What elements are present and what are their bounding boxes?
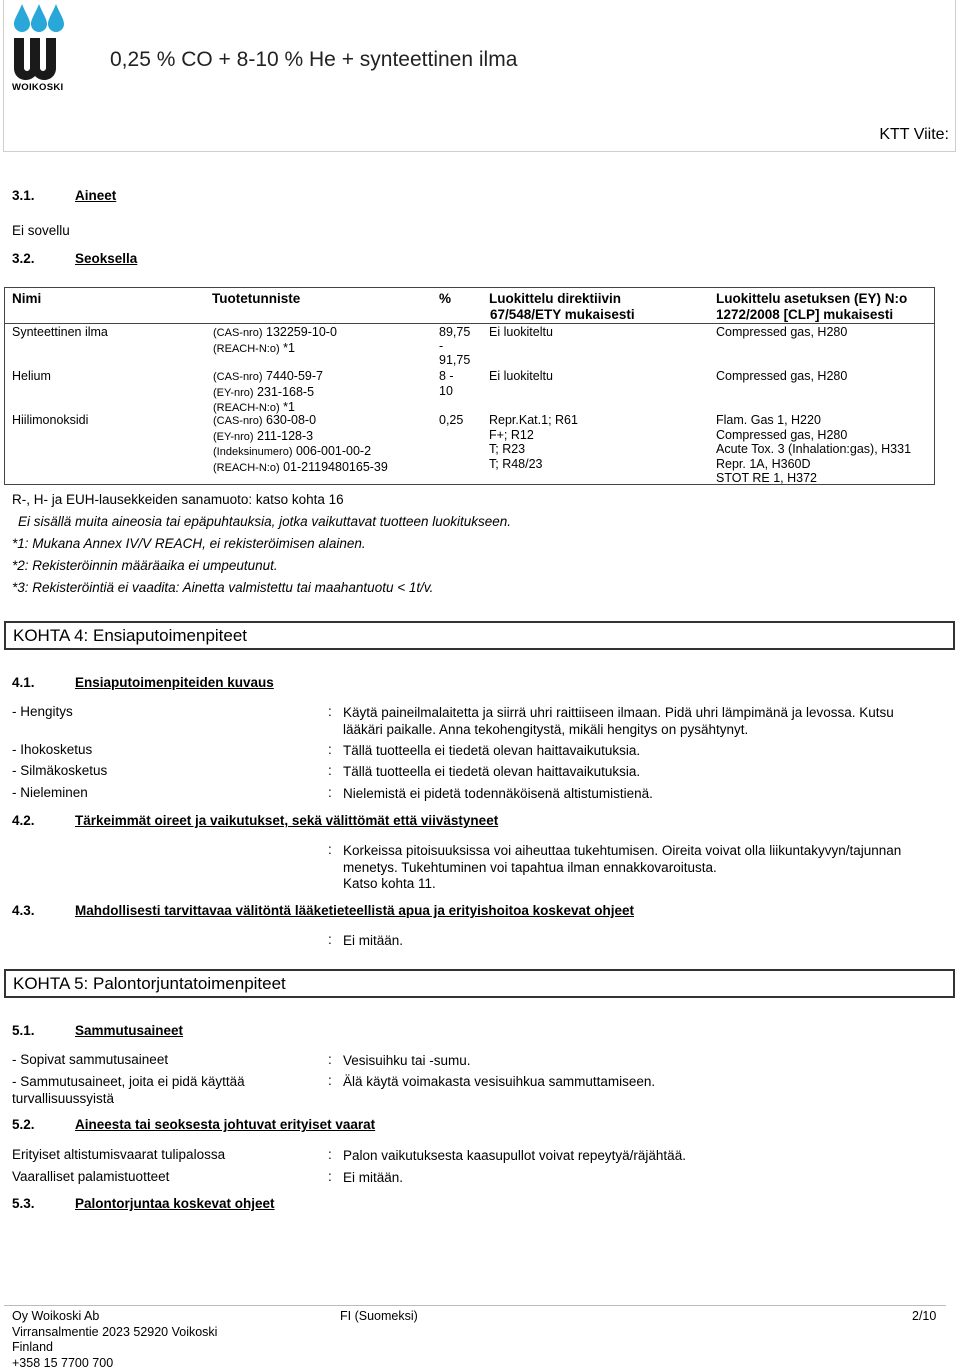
rh-phrases-note: R-, H- ja EUH-lausekkeiden sanamuoto: katso kohta 16 — [12, 492, 344, 507]
identifier — [213, 444, 388, 460]
section-title: Ensiaputoimenpiteiden kuvaus — [75, 675, 274, 690]
extinguishing-text: Vesisuihku tai -sumu. — [343, 1052, 943, 1069]
identifier-value: 006-001-00-2 — [296, 444, 371, 458]
header-line: 1272/2008 [CLP] mukaisesti — [716, 307, 934, 323]
class-line: Repr. 1A, H360D — [716, 457, 911, 472]
percent-line: - — [439, 339, 470, 353]
note-2: *2: Rekisteröinnin määräaika ei umpeutunut. — [12, 558, 278, 573]
footer-phone: +358 15 7700 700 — [12, 1356, 217, 1371]
section-5-1-heading — [12, 1023, 183, 1038]
section-4-1-heading — [12, 675, 274, 690]
identifier-value: *1 — [283, 341, 295, 355]
extinguishing-label: - Sopivat sammutusaineet — [12, 1052, 312, 1067]
identifier-value: *1 — [283, 400, 295, 414]
colon: : — [328, 1169, 332, 1184]
identifier — [213, 460, 388, 476]
identifier-value: 231-168-5 — [257, 385, 314, 399]
section-5-2-heading — [12, 1117, 375, 1132]
first-aid-label: - Ihokosketus — [12, 742, 312, 757]
section-number: 5.3. — [12, 1196, 75, 1211]
col-header-id: Tuotetunniste — [212, 291, 300, 307]
colon: : — [328, 932, 332, 947]
colon: : — [328, 742, 332, 757]
class-line: STOT RE 1, H372 — [716, 471, 911, 486]
identifier-label: (CAS-nro) — [213, 327, 263, 339]
header-line: Luokittelu asetuksen (EY) N:o — [716, 291, 934, 307]
header-line: 67/548/ETY mukaisesti — [489, 307, 699, 323]
colon: : — [328, 842, 332, 857]
section-title: Seoksella — [75, 251, 137, 266]
identifier-value: 132259-10-0 — [266, 325, 337, 339]
row-directive-class — [489, 413, 578, 471]
extinguishing-text: Älä käytä voimakasta vesisuihkua sammuttamiseen. — [343, 1073, 943, 1090]
section-3-2-heading — [12, 251, 137, 266]
footer-language: FI (Suomeksi) — [340, 1309, 418, 1325]
symptoms-text: Korkeissa pitoisuuksissa voi aiheuttaa tukehtumisen. Oireita voivat olla liikuntakyvyn/tajunnan menetys. Tukehtuminen voi tapahtua ilman ennakkovaroitusta. — [343, 842, 938, 876]
colon: : — [328, 704, 332, 719]
class-line: Flam. Gas 1, H220 — [716, 413, 911, 428]
percent-line: 91,75 — [439, 353, 470, 367]
row-directive-class: Ei luokiteltu — [489, 325, 553, 340]
first-aid-text: Tällä tuotteella ei tiedetä olevan haittavaikutuksia. — [343, 742, 943, 759]
identifier-label: (CAS-nro) — [213, 371, 263, 383]
note-no-other-components: Ei sisällä muita aineosia tai epäpuhtauksia, jotka vaikuttavat tuotteen luokitukseen. — [18, 514, 511, 529]
section-title: Mahdollisesti tarvittavaa välitöntä lääketieteellistä apua ja erityishoitoa koskevat ohjeet — [75, 903, 634, 918]
percent-line: 10 — [439, 384, 454, 399]
section-number: 3.1. — [12, 188, 75, 203]
row-percent — [439, 325, 470, 367]
identifier — [213, 369, 323, 385]
footer-divider — [4, 1305, 946, 1306]
identifier-value: 211-128-3 — [257, 429, 313, 443]
woikoski-logo — [8, 2, 70, 94]
row-name: Hiilimonoksidi — [12, 413, 88, 428]
first-aid-text: Tällä tuotteella ei tiedetä olevan haittavaikutuksia. — [343, 763, 943, 780]
section-title: Palontorjuntaa koskevat ohjeet — [75, 1196, 275, 1211]
identifier-label: (Indeksinumero) — [213, 446, 292, 458]
symptoms-reference: Katso kohta 11. — [343, 875, 943, 892]
section-number: 3.2. — [12, 251, 75, 266]
section-title: Aineesta tai seoksesta johtuvat erityiset vaarat — [75, 1117, 375, 1132]
identifier — [213, 325, 337, 341]
footer-address-block — [12, 1309, 217, 1371]
identifier — [213, 341, 337, 357]
colon: : — [328, 1073, 332, 1088]
colon: : — [328, 785, 332, 800]
class-line: T; R23 — [489, 442, 578, 457]
section-3-1-text: Ei sovellu — [12, 223, 70, 238]
identifier-label: (REACH-N:o) — [213, 343, 280, 355]
hazard-label: Erityiset altistumisvaarat tulipalossa — [12, 1147, 312, 1162]
col-header-clp — [716, 291, 934, 323]
medical-attention-text: Ei mitään. — [343, 932, 943, 949]
identifier-label: (CAS-nro) — [213, 415, 263, 427]
identifier — [213, 429, 388, 445]
identifier-value: 01-2119480165-39 — [283, 460, 388, 474]
colon: : — [328, 1052, 332, 1067]
section-title: Tärkeimmät oireet ja vaikutukset, sekä välittömät että viivästyneet — [75, 813, 498, 828]
document-title: 0,25 % CO + 8-10 % He + synteettinen ilma — [110, 48, 517, 72]
percent-line: 8 - — [439, 369, 454, 384]
identifier-label: (EY-nro) — [213, 387, 254, 399]
footer-company: Oy Woikoski Ab — [12, 1309, 217, 1325]
row-identifiers — [213, 413, 388, 475]
identifier — [213, 413, 388, 429]
hazard-text: Palon vaikutuksesta kaasupullot voivat repeytyä/räjähtää. — [343, 1147, 943, 1164]
row-name: Helium — [12, 369, 51, 384]
footer-address: Virransalmentie 2023 52920 Voikoski — [12, 1325, 217, 1341]
first-aid-text: Käytä paineilmalaitetta ja siirrä uhri raittiiseen ilmaan. Pidä uhri lämpimänä ja levossa. Kutsu lääkäri paikalle. Anna tekohengitystä, mikäli hengitys on pysähtynyt. — [343, 704, 933, 738]
row-percent — [439, 369, 454, 398]
section-5-title: KOHTA 5: Palontorjuntatoimenpiteet — [4, 969, 955, 998]
col-header-pct: % — [439, 291, 451, 307]
identifier-label: (EY-nro) — [213, 431, 254, 443]
section-4-2-heading — [12, 813, 498, 828]
first-aid-label: - Hengitys — [12, 704, 312, 719]
table-header-divider — [4, 323, 935, 324]
section-4-title: KOHTA 4: Ensiaputoimenpiteet — [4, 621, 955, 650]
col-header-name: Nimi — [12, 291, 41, 307]
section-number: 5.1. — [12, 1023, 75, 1038]
row-directive-class: Ei luokiteltu — [489, 369, 553, 384]
extinguishing-label: - Sammutusaineet, joita ei pidä käyttää turvallisuussyistä — [12, 1073, 282, 1107]
class-line: Acute Tox. 3 (Inhalation:gas), H331 — [716, 442, 911, 457]
identifier-value: 7440-59-7 — [266, 369, 323, 383]
row-clp-class: Compressed gas, H280 — [716, 325, 847, 340]
brand-name: WOIKOSKI — [12, 82, 63, 93]
section-number: 4.1. — [12, 675, 75, 690]
identifier-label: (REACH-N:o) — [213, 462, 280, 474]
section-number: 5.2. — [12, 1117, 75, 1132]
class-line: Compressed gas, H280 — [716, 428, 911, 443]
section-number: 4.2. — [12, 813, 75, 828]
class-line: T; R48/23 — [489, 457, 578, 472]
row-clp-class: Compressed gas, H280 — [716, 369, 847, 384]
note-1: *1: Mukana Annex IV/V REACH, ei rekisteröimisen alainen. — [12, 536, 366, 551]
class-line: Repr.Kat.1; R61 — [489, 413, 578, 428]
colon: : — [328, 1147, 332, 1162]
row-clp-class — [716, 413, 911, 486]
col-header-directive — [489, 291, 699, 323]
header-line: Luokittelu direktiivin — [489, 291, 699, 307]
hazard-text: Ei mitään. — [343, 1169, 943, 1186]
section-title: Sammutusaineet — [75, 1023, 183, 1038]
ktt-viite-label: KTT Viite: — [879, 126, 949, 144]
hazard-label: Vaaralliset palamistuotteet — [12, 1169, 312, 1184]
note-3: *3: Rekisteröintiä ei vaadita: Ainetta valmistettu tai maahantuotu < 1t/v. — [12, 580, 433, 595]
first-aid-text: Nielemistä ei pidetä todennäköisenä altistumistienä. — [343, 785, 943, 802]
page-header — [3, 0, 956, 152]
identifier-value: 630-08-0 — [266, 413, 316, 427]
first-aid-label: - Nieleminen — [12, 785, 312, 800]
identifier-label: (REACH-N:o) — [213, 402, 280, 414]
row-identifiers — [213, 369, 323, 416]
row-name: Synteettinen ilma — [12, 325, 108, 340]
percent-line: 89,75 — [439, 325, 470, 339]
first-aid-label: - Silmäkosketus — [12, 763, 312, 778]
section-5-3-heading — [12, 1196, 275, 1211]
section-4-3-heading — [12, 903, 634, 918]
identifier — [213, 385, 323, 401]
section-number: 4.3. — [12, 903, 75, 918]
section-title: Aineet — [75, 188, 116, 203]
colon: : — [328, 763, 332, 778]
row-percent: 0,25 — [439, 413, 463, 428]
section-3-1-heading — [12, 188, 116, 203]
footer-country: Finland — [12, 1340, 217, 1356]
class-line: F+; R12 — [489, 428, 578, 443]
footer-page-number: 2/10 — [912, 1309, 936, 1325]
row-identifiers — [213, 325, 337, 356]
